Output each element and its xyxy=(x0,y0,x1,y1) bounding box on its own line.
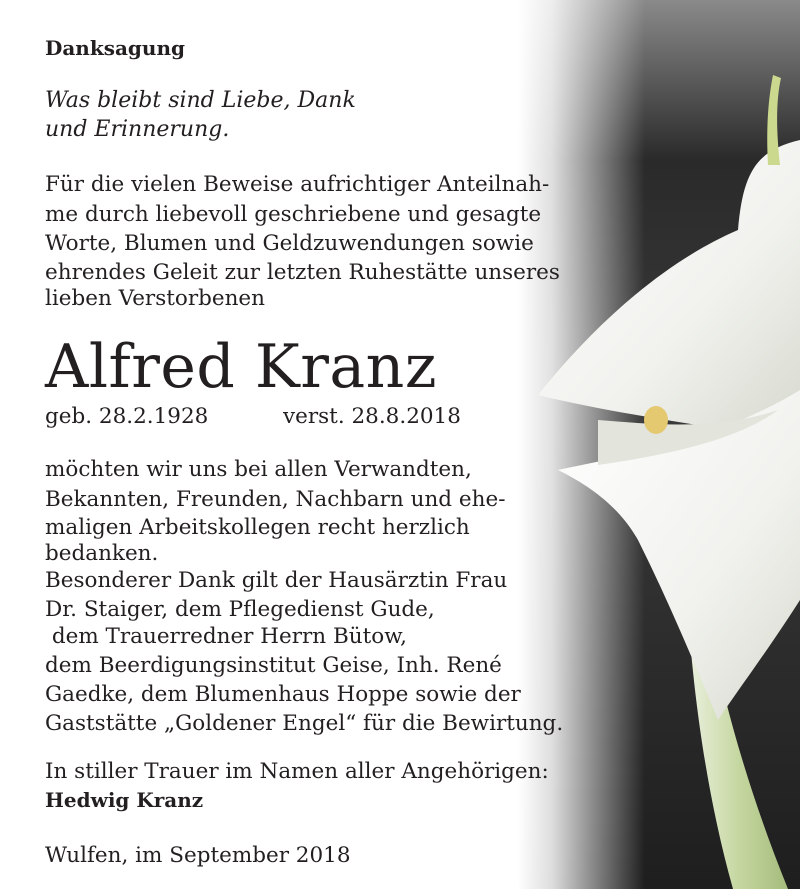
place-date: Wulfen, im September 2018 xyxy=(45,843,351,868)
motto-line: und Erinnerung. xyxy=(45,117,230,142)
notice-heading: Danksagung xyxy=(45,36,185,60)
signer-name: Hedwig Kranz xyxy=(45,788,204,812)
body-line: Dr. Staiger, dem Pflegedienst Gude, xyxy=(45,597,435,622)
intro-line: me durch liebevoll geschriebene und gesagte xyxy=(45,202,542,227)
intro-line: Für die vielen Beweise aufrichtiger Anteilnah- xyxy=(45,172,550,197)
calla-lily-image xyxy=(518,0,800,889)
body-line: Gaedke, dem Blumenhaus Hoppe sowie der xyxy=(45,682,521,707)
intro-line: Worte, Blumen und Geldzuwendungen sowie xyxy=(45,231,534,256)
intro-line: ehrendes Geleit zur letzten Ruhestätte unseres xyxy=(45,260,560,285)
body-line: Gaststätte „Goldener Engel“ für die Bewirtung. xyxy=(45,711,564,736)
body-line: maligen Arbeitskollegen recht herzlich xyxy=(45,515,470,540)
body-line: dem Trauerredner Herrn Bütow, xyxy=(45,624,407,649)
body-line: möchten wir uns bei allen Verwandten, xyxy=(45,457,472,482)
intro-line: lieben Verstorbenen xyxy=(45,286,265,311)
body-line: Bekannten, Freunden, Nachbarn und ehe- xyxy=(45,487,506,512)
deceased-name: Alfred Kranz xyxy=(45,332,437,402)
motto-line: Was bleibt sind Liebe, Dank xyxy=(45,88,356,113)
body-line: Besonderer Dank gilt der Hausärztin Frau xyxy=(45,568,508,593)
closing-line: In stiller Trauer im Namen aller Angehörigen: xyxy=(45,759,549,784)
death-date: verst. 28.8.2018 xyxy=(283,404,461,429)
body-line: dem Beerdigungsinstitut Geise, Inh. René xyxy=(45,653,502,678)
body-line: bedanken. xyxy=(45,541,159,566)
birth-date: geb. 28.2.1928 xyxy=(45,404,209,429)
